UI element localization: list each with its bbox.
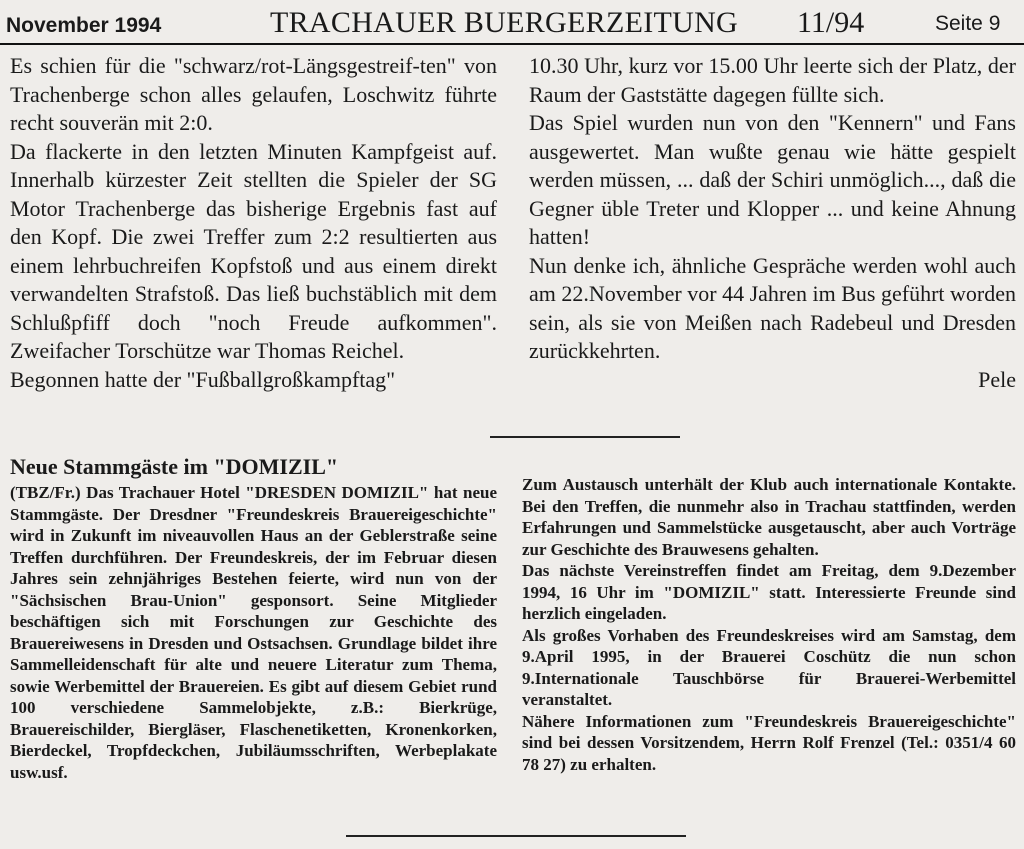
section-divider — [490, 436, 680, 438]
article1-paragraph: Das Spiel wurden nun von den "Kennern" und Fans ausgewertet. Man wußte genau wie hätte gespielt werden müssen, ... daß der Schiri unmöglich..., daß die Gegner üble Treter und Klopper ... und keine Ahnung hatten! — [529, 110, 1016, 249]
bottom-divider — [346, 835, 686, 837]
article1-paragraph: Da flackerte in den letzten Minuten Kampfgeist auf. Innerhalb kürzester Zeit stellten die Spieler der SG Motor Trachenberge das bisherige Ergebnis fast auf den Kopf. Die zwei Treffer zum 2:2 resultierten aus einem lehrbuchreifen Kopfstoß und aus einem direkt verwandelten Strafstoß. Das ließ buchstäblich mit dem Schlußpfiff doch "noch Freude aufkommen". Zweifacher Torschütze war Thomas Reichel. — [10, 138, 497, 363]
article2-left-column — [10, 482, 497, 783]
article2-paragraph: Das nächste Vereinstreffen findet am Freitag, dem 9.Dezember 1994, 16 Uhr im "DOMIZIL" statt. Interessierte Freunde sind herzlich eingeladen. — [522, 561, 1016, 623]
article1-right-column — [529, 52, 1016, 394]
newspaper-title: TRACHAUER BUERGERZEITUNG — [270, 6, 739, 39]
article2-paragraph: Nähere Informationen zum "Freundeskreis Brauereigeschichte" sind bei dessen Vorsitzendem, Herrn Rolf Frenzel (Tel.: 0351/4 60 78 27) zu erhalten. — [522, 711, 1016, 774]
author-signoff: Pele — [978, 366, 1016, 392]
page-number: Seite 9 — [935, 12, 1001, 35]
article2-paragraph: Als großes Vorhaben des Freundeskreises wird am Samstag, dem 9.April 1995, in der Brauerei Coschütz die nun schon 9.Internationale Tauschbörse für Brauerei-Werbemittel veranstaltet. — [522, 625, 1016, 709]
article1-paragraph: Es schien für die "schwarz/rot-Längsgestreif-ten" von Trachenberge schon alles gelaufen, Loschwitz führte recht souverän mit 2:0. — [10, 53, 497, 135]
article1-paragraph: 10.30 Uhr, kurz vor 15.00 Uhr leerte sich der Platz, der Raum der Gaststätte dagegen füllte sich. — [529, 53, 1016, 107]
article2-paragraph: (TBZ/Fr.) Das Trachauer Hotel "DRESDEN DOMIZIL" hat neue Stammgäste. Der Dresdner "Freundeskreis Brauereigeschichte" wird in Zukunft im niveauvollen Haus an der Geblerstraße seine Treffen durchführen. Der Freundeskreis, der im Februar diesen Jahres sein zehnjähriges Bestehen feierte, wird nun von der "Sächsischen Brau-Union" gesponsort. Seine Mitglieder beschäftigen sich mit Forschungen zur Geschichte des Brauereiwesens in Dresden und Ostsachsen. Grundlage bildet ihre Sammelleidenschaft für alte und neuere Literatur zum Thema, sowie Werbemittel der Brauereien. Es gibt auf diesem Gebiet rund 100 verschiedene Sammelobjekte, z.B.: Bierkrüge, Brauereischilder, Biergläser, Flaschenetiketten, Kronenkorken, Bierdeckel, Tropfdeckchen, Jubiläumsschriften, Werbeplakate usw.usf. — [10, 483, 497, 782]
issue-number: 11/94 — [797, 6, 865, 39]
article1-paragraph: Begonnen hatte der "Fußballgroßkampftag" — [10, 366, 396, 392]
article2-headline: Neue Stammgäste im "DOMIZIL" — [10, 454, 339, 479]
article2-right-column — [522, 474, 1016, 775]
article2-paragraph: Zum Austausch unterhält der Klub auch internationale Kontakte. Bei den Treffen, die nunmehr also in Trachau stattfinden, werden Erfahrungen und Sammelstücke ausgetauscht, aber auch Vorträge zur Geschichte des Brauwesens gehalten. — [522, 475, 1016, 559]
page-header — [0, 0, 1024, 44]
article1-left-column — [10, 52, 497, 394]
issue-date: November 1994 — [6, 14, 162, 37]
article1-paragraph: Nun denke ich, ähnliche Gespräche werden wohl auch am 22.November vor 44 Jahren im Bus geführt worden sein, als sie von Meißen nach Radebeul und Dresden zurückkehrten. — [529, 252, 1016, 363]
header-rule — [0, 43, 1024, 45]
